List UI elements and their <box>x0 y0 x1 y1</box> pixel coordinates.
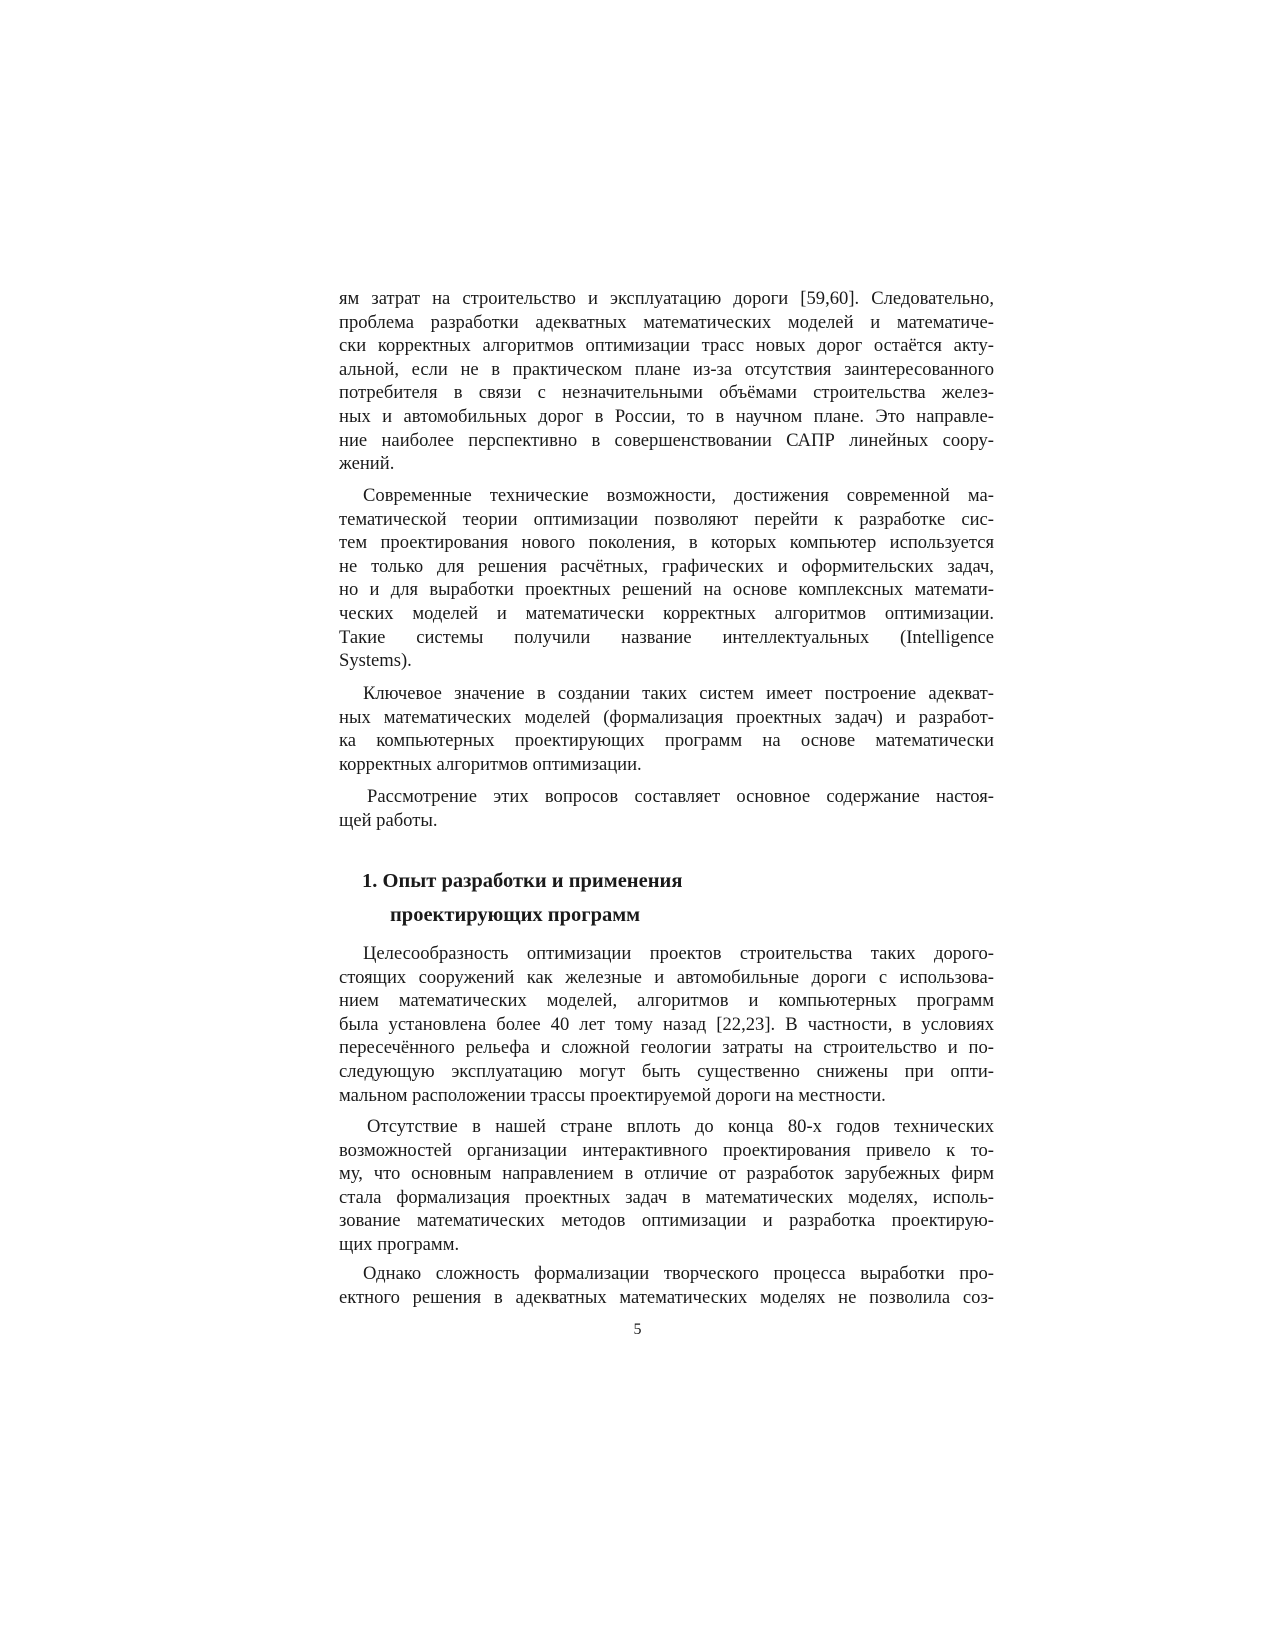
text-line: тем проектирования нового поколения, в которых компьютер используется <box>339 532 994 554</box>
text-line: мальном расположении трассы проектируемой дороги на местности. <box>339 1084 886 1106</box>
text-line: тематической теории оптимизации позволяют перейти к разработке сис- <box>339 508 994 530</box>
paragraph-work-content <box>339 785 994 832</box>
text-line: проблема разработки адекватных математических моделей и математиче- <box>339 311 994 333</box>
section-heading-line1: 1. Опыт разработки и применения <box>362 870 683 892</box>
text-line: щих программ. <box>339 1233 460 1255</box>
text-line: ски корректных алгоритмов оптимизации трасс новых дорог остаётся акту- <box>339 335 994 357</box>
page-number: 5 <box>633 1321 642 1338</box>
text-line: нием математических моделей, алгоритмов и компьютерных программ <box>339 990 994 1012</box>
text-line: Ключевое значение в создании таких систем имеет построение адекват- <box>363 683 994 704</box>
text-line: Рассмотрение этих вопросов составляет основное содержание настоя- <box>367 786 994 807</box>
text-line: Systems). <box>339 650 412 672</box>
text-line: потребителя в связи с незначительными объёмами строительства желез- <box>339 382 994 404</box>
text-line: возможностей организации интерактивного проектирования привело к то- <box>339 1139 994 1161</box>
text-line: альной, если не в практическом плане из-за отсутствия заинтересованного <box>339 358 994 380</box>
text-line: Такие системы получили название интеллектуальных (Intelligence <box>339 626 994 648</box>
text-line: стала формализация проектных задач в математических моделях, исполь- <box>339 1186 994 1208</box>
text-line: му, что основным направлением в отличие от разработок зарубежных фирм <box>339 1163 994 1185</box>
text-line: Однако сложность формализации творческого процесса выработки про- <box>363 1263 994 1284</box>
text-line: Современные технические возможности, достижения современной ма- <box>363 485 994 506</box>
section-heading-line2: проектирующих программ <box>390 904 641 926</box>
text-line: не только для решения расчётных, графических и оформительских задач, <box>339 555 994 577</box>
text-line: но и для выработки проектных решений на основе комплексных математи- <box>339 579 994 601</box>
text-line: была установлена более 40 лет тому назад [22,23]. В частности, в условиях <box>339 1013 994 1035</box>
text-line: ка компьютерных проектирующих программ на основе математически <box>339 730 994 752</box>
text-line: ектного решения в адекватных математических моделях не позволила соз- <box>339 1286 994 1308</box>
text-line: ческих моделей и математически корректных алгоритмов оптимизации. <box>339 602 994 624</box>
text-line: зование математических методов оптимизации и разработка проектирую- <box>339 1210 994 1232</box>
text-line: щей работы. <box>339 809 438 831</box>
text-line: ных математических моделей (формализация проектных задач) и разработ- <box>339 706 994 728</box>
text-line: пересечённого рельефа и сложной геологии затраты на строительство и по- <box>339 1037 994 1059</box>
text-line: ных и автомобильных дорог в России, то в научном плане. Это направле- <box>339 405 994 427</box>
text-line: Целесообразность оптимизации проектов строительства таких дорого- <box>363 943 994 964</box>
text-line: ям затрат на строительство и эксплуатацию дороги [59,60]. Следовательно, <box>339 288 994 309</box>
text-line: ние наиболее перспективно в совершенствовании САПР линейных соору- <box>339 429 994 451</box>
text-line: стоящих сооружений как железные и автомобильные дороги с использова- <box>339 966 994 988</box>
paragraph-absence <box>339 1115 994 1257</box>
text-line: жений. <box>339 453 395 475</box>
paragraph-complexity <box>339 1262 994 1309</box>
paragraph-feasibility <box>339 942 994 1107</box>
text-line: Отсутствие в нашей стране вплоть до конца 80-х годов технических <box>367 1116 994 1137</box>
paragraph-intro-continuation <box>339 287 994 476</box>
text-line: корректных алгоритмов оптимизации. <box>339 753 642 775</box>
paragraph-key-importance <box>339 682 994 776</box>
paragraph-modern-capabilities <box>339 484 994 673</box>
text-line: следующую эксплуатацию могут быть существенно снижены при опти- <box>339 1060 994 1082</box>
